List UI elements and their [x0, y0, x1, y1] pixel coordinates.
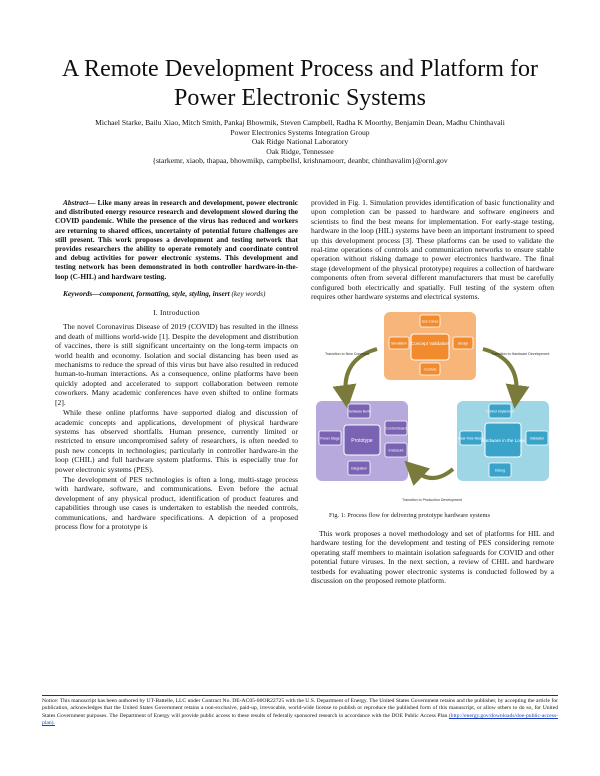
prototype-center-label: Prototype [351, 438, 373, 445]
concept-center-box [411, 334, 449, 360]
author-list: Michael Starke, Bailu Xiao, Mitch Smith, Pankaj Bhowmik, Steven Campbell, Radha K Moorthy, Benjamin Dean, Madhu Chinthavali [95, 118, 505, 127]
concept-step-4-label: Controls [423, 367, 437, 372]
prototype-step-1-label: Hardware Build [347, 409, 371, 414]
affiliation-group: Power Electronics Systems Integration Group [230, 127, 370, 137]
affiliation-lab: Oak Ridge National Laboratory [251, 137, 349, 147]
affiliation-location: Oak Ridge, Tennessee [266, 146, 334, 156]
intro-paragraph-1: The novel Coronavirus Disease of 2019 (COVID) has resulted in the illness and death of millions world-wide [1]. Despite the development and distribution of vaccines, there is still significant uncertainty on the long-term impacts on world health and economy. Isolation and social distancing has been used as mechanisms to reduce the spread of this virus but have also resulted in reduced human-to-human interactions. As a consequence, online platforms have been quickly adopted and accelerated to support collaboration between remote coworkers. Many academic conferences have even shifted to online formats [2]. [55, 322, 298, 407]
hil-step-1-label: Control Implement [486, 409, 514, 414]
figure-1-caption: Fig. 1: Process flow for delivering prototype hardware systems [329, 512, 490, 520]
right-column [311, 198, 554, 586]
copyright-footnote [42, 695, 558, 728]
keywords [55, 289, 298, 298]
arrow-concept-to-hil [483, 349, 517, 397]
arrow-label-bottom: Transition to Production Development [402, 498, 462, 503]
abstract-label: Abstract [63, 198, 89, 207]
prototype-step-2-label: Power Stage [320, 436, 340, 441]
keywords-suffix: (key words) [231, 288, 266, 298]
intro-paragraph-5: This work proposes a novel methodology and set of platforms for HIL and hardware testing for the development and testing of PES considering remote operating staff members to maintain isolation safeguards for COVID and other potential future viruses. In the next section, a review of CHIL and hardware testbeds for evaluating power electronic systems is conducted followed by a discussion on the proposed remote platform. [311, 528, 554, 585]
author-emails: {starkemr, xiaob, thapaa, bhowmikp, campbellsl, krishnamoorr, deanbr, chinthavalim}@ornl.gov [152, 156, 448, 166]
title-line-2: Power Electronic Systems [174, 85, 426, 111]
figure-1 [311, 309, 554, 509]
concept-step-2-label: Simulation [391, 341, 407, 346]
hil-center-label: Hardware in the Loop [481, 438, 525, 444]
author-block [30, 118, 570, 166]
prototype-step-5-label: Integration [350, 466, 368, 471]
prototype-step-3-label: Control Board [385, 426, 407, 431]
section-heading-introduction: I. Introduction [153, 308, 200, 318]
hil-step-3-label: Validation [529, 436, 545, 441]
prototype-step-4-label: Enclosure [388, 448, 404, 453]
hil-step-4-label: Debug [495, 468, 505, 473]
intro-paragraph-4: provided in Fig. 1. Simulation provides identification of basic functionality and upon completion can be passed to hardware and software engineers and scientists to find the best means for implementation. For early-stage testing, hardware in the loop (HIL) systems have been an important instrument to speed up this development process [3]. These platforms can be used to validate the real-time operations of controls and communication networks to ensure stable operation without risking damage to power electronics hardware. The final stage (development of the physical prototype) requires a collection of hardware components often from several different manufacturers that must be carefully configured both electrically and spatially. Full testing of the system often requires other hardware systems and electrical systems. [311, 198, 554, 302]
left-column [55, 198, 298, 532]
intro-paragraph-2: While these online platforms have supported dialog and discussion of academic concepts and applications, development of physical hardware systems has observed shortfalls. Human presence, currently limited or restricted to ensure uncompromised safety of researchers, is often needed to push new concepts in technologies; particularly in controller hardware-in the loop (CHIL) and full hardware system platforms. This is especially true for power electronic systems (PES). [55, 408, 298, 474]
paper-title [30, 55, 570, 113]
doe-public-access-link[interactable]: (http://energy.gov/downloads/doe-public-access-plan). [42, 712, 558, 727]
keywords-label: Keywords—component, formatting, style, styling, insert [63, 288, 230, 298]
concept-center-label: Concept Validation [410, 341, 450, 347]
concept-step-1-label: Use Cases [421, 319, 439, 324]
hil-step-2-label: Real-Time Model [458, 436, 484, 441]
footnote-text: Notice: This manuscript has been authored by UT-Battelle, LLC under Contract No. DE-AC05-00OR22725 with the U.S. Department of Energy. The United States Government retains and the publisher, by accepting the article for publication, acknowledges that the United States Government retains a non-exclusive, paid-up, irrevocable, world-wide license to publish or reproduce the published form of this manuscript, or allow others to do so, for United States Government purposes. The Department of Energy will provide public access to these results of federally sponsored research in accordance with the DOE Public Access Plan [42, 698, 558, 719]
concept-step-3-label: Design [457, 341, 469, 346]
abstract-text: — Like many areas in research and development, power electronic and distributed energy resource research and development slowed during the COVID pandemic. While the presence of the virus has reduced and workers are returning to shared offices, uncertainty of potential future challenges are still present. This work proposes a development and testing network that provides researchers the ability to operate remotely and coordinate control and debug activities for power electronic systems. This development and testing network has been demonstrated in both controller hardware-in-the-loop (C-HIL) and hardware testing. [55, 198, 298, 281]
intro-paragraph-3: The development of PES technologies is often a long, multi-stage process with hardware, software, and communications. Even before the actual development of any physical product, identification of product features and capabilities through use cases is undertaken to establish the needed controls, communications, and hardware specifications. A depiction of a proposed process flow for a prototype is [55, 474, 298, 531]
arrow-label-left: Transition to New Concepts [325, 352, 370, 357]
abstract [55, 198, 298, 281]
arrow-label-right: Transition to Hardware Development [491, 352, 550, 357]
arrow-concept-to-prototype [345, 349, 377, 397]
arrow-hil-to-prototype [413, 469, 453, 478]
title-line-1: A Remote Development Process and Platform for [62, 56, 538, 82]
process-flow-diagram [311, 309, 554, 509]
